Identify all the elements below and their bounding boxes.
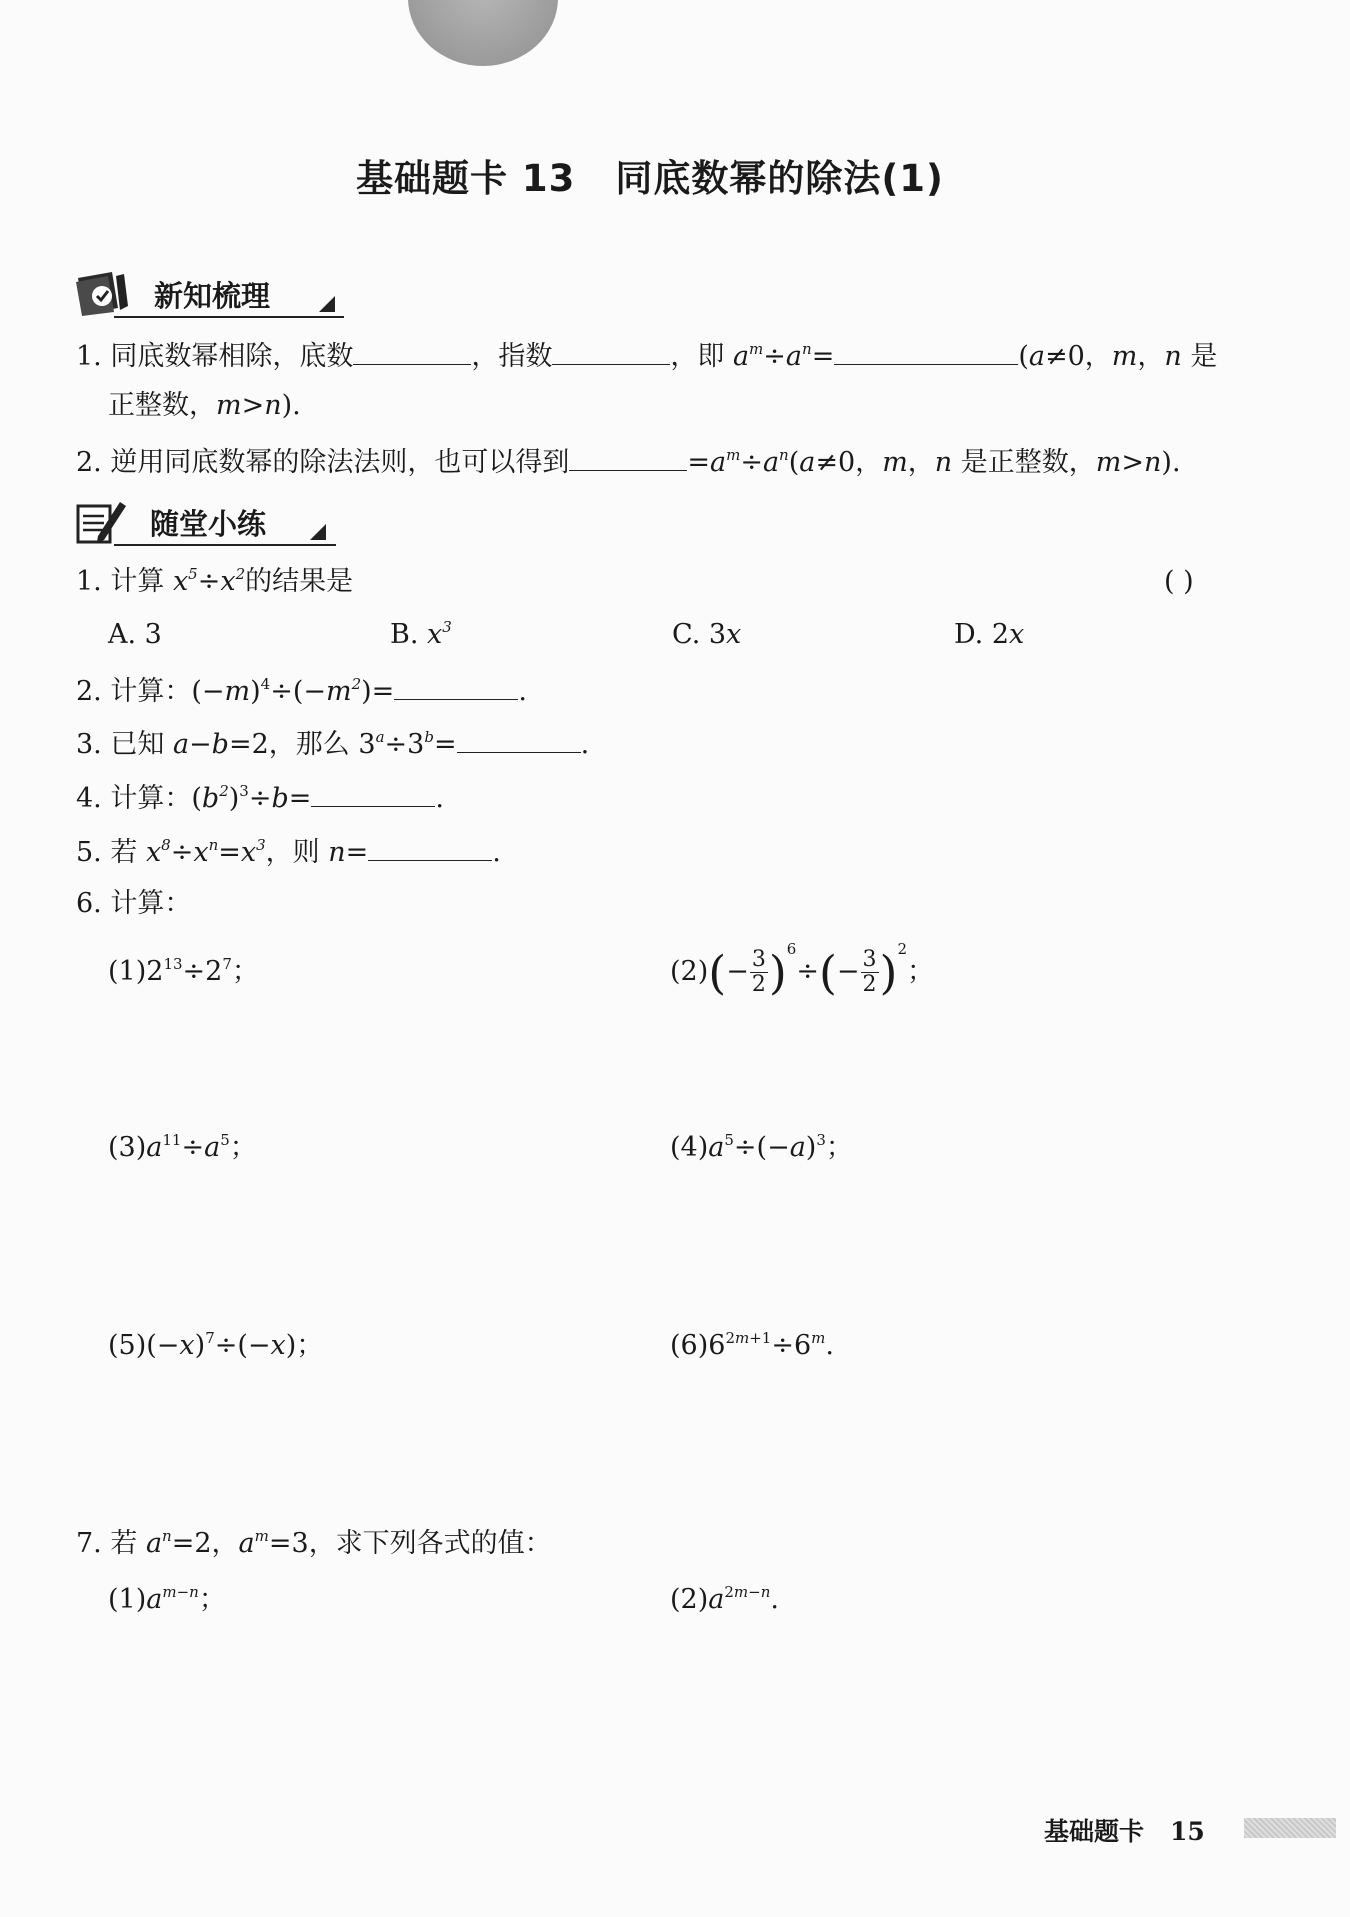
section-header-practice (72, 498, 342, 546)
knowledge-item-2: 2. 逆用同底数幂的除法法则，也可以得到 $=a^m\div a^n(a\ne 0$，m，n 是正整数，m>n). (76, 442, 1181, 481)
option-a[interactable]: A. 3 (108, 619, 162, 650)
q6-part-5: $(5)(-x)^7\div(-x)$； (108, 1329, 324, 1361)
knowledge-item-1-cont: 正整数，m>n). (108, 390, 301, 421)
q6-part-6: $(6)6^{2m+1}\div 6^m$. (670, 1329, 834, 1361)
title-topic: 同底数幂的除法(1) (615, 157, 944, 200)
answer-blank[interactable] (368, 832, 492, 861)
section-label-knowledge: 新知梳理 (154, 279, 271, 313)
page-title (0, 148, 1300, 202)
title-card-number: 基础题卡 13 (356, 157, 576, 200)
question-5: 5. 若 $x^8\div x^n=x^3$，则 n= . (76, 832, 501, 871)
answer-blank[interactable] (394, 671, 518, 700)
answer-blank[interactable] (457, 724, 581, 753)
question-4: 4. 计算：$(b^2)^3\div b=$ . (76, 778, 444, 817)
knowledge-item-1: 1. 同底数幂相除，底数 ，指数 ，即 $a^m\div a^n= (a\ne 0$，m，n 是 (76, 336, 1217, 375)
question-1: 1. 计算 $x^5\div x^2$的结果是 ( ) (76, 564, 1256, 600)
footer-label: 基础题卡 (1044, 1817, 1145, 1846)
q7-part-1: $(1)a^{m-n}$； (108, 1583, 226, 1615)
section-header-knowledge (72, 270, 342, 318)
q6-part-2: (2)(− $\frac{3}{2}$ )$^6$÷(− $\frac{3}{2}$ )$^2$； (670, 940, 935, 1000)
answer-blank[interactable] (834, 336, 1018, 365)
option-c[interactable]: C. 3x (672, 619, 742, 650)
book-badge-icon (72, 270, 134, 318)
answer-blank[interactable] (311, 778, 435, 807)
section-label-practice: 随堂小练 (150, 507, 267, 541)
question-7: 7. 若 $a^n=2$，$a^m=3$，求下列各式的值： (76, 1527, 552, 1559)
question-6: 6. 计算： (76, 888, 192, 919)
q6-part-4: $(4)a^5\div(-a)^3$； (670, 1131, 853, 1163)
q6-part-3: $(3)a^{11}\div a^5$； (108, 1131, 257, 1163)
q7-part-2: $(2)a^{2m-n}$. (670, 1583, 779, 1615)
q6-part-1: $(1)2^{13}\div 2^7$； (108, 955, 259, 987)
question-3: 3. 已知 a−b=2，那么 $3^a\div 3^b=$ . (76, 724, 589, 763)
page-footer (1044, 1812, 1205, 1848)
answer-blank[interactable] (552, 336, 670, 365)
notepad-pen-icon (72, 498, 134, 546)
answer-paren[interactable]: ( ) (1164, 566, 1194, 597)
answer-blank[interactable] (569, 442, 687, 471)
page-tab-decoration (408, 0, 558, 66)
option-b[interactable]: B. $x^3$ (390, 618, 452, 650)
option-d[interactable]: D. 2x (954, 619, 1025, 650)
footer-decoration (1244, 1818, 1336, 1838)
page-number: 15 (1170, 1817, 1205, 1846)
question-2: 2. 计算：$(-m)^4\div(-m^2)=$ . (76, 671, 527, 710)
answer-blank[interactable] (353, 336, 471, 365)
